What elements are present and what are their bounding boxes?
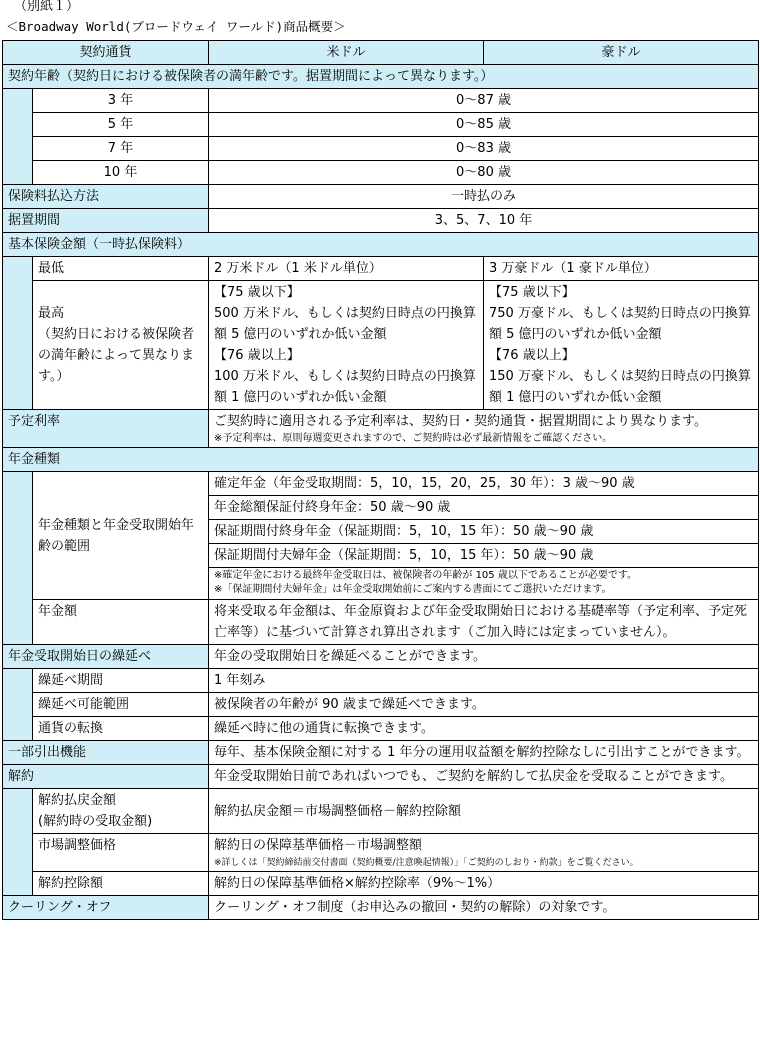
pension-types-row xyxy=(3,472,759,600)
pension-header-row xyxy=(3,448,759,472)
age-row xyxy=(3,113,759,137)
aud-under75: 750 万豪ドル、もしくは契約日時点の円換算額 5 億円のいずれか低い金額 xyxy=(489,306,751,342)
cooling-off-row xyxy=(3,896,759,920)
surrender-header-row xyxy=(3,765,759,789)
aud-over76-head: 【76 歳以上】 xyxy=(489,348,575,363)
aud-over76: 150 万豪ドル、もしくは契約日時点の円換算額 1 億円のいずれか低い金額 xyxy=(489,369,751,405)
deduction-label: 解約控除額 xyxy=(33,872,209,896)
min-label: 最低 xyxy=(33,257,209,281)
pension-types-cell xyxy=(209,472,759,600)
age-period: 3 年 xyxy=(33,89,209,113)
max-label: 最高 xyxy=(38,306,65,321)
age-label: 契約年齢（契約日における被保険者の満年齢です。据置期間によって異なります。） xyxy=(3,65,759,89)
mva-cell xyxy=(209,834,759,872)
refund-label: 解約払戻金額 xyxy=(38,793,117,808)
age-range: 0～87 歳 xyxy=(209,89,759,113)
cooling-off-value: クーリング・オフ制度（お申込みの撤回・契約の解除）の対象です。 xyxy=(209,896,759,920)
pension-types-note1: ※確定年金における最終年金受取日は、被保険者の年齢が 105 歳以下であることが必要です。 xyxy=(214,570,638,581)
deferral-label: 年金受取開始日の繰延べ xyxy=(3,645,209,669)
premium-payment-label: 保険料払込方法 xyxy=(3,185,209,209)
currency-aud: 豪ドル xyxy=(484,41,759,65)
deferral-indent xyxy=(3,669,33,741)
product-summary-table xyxy=(2,40,759,920)
age-row xyxy=(3,89,759,113)
deferral-row xyxy=(3,717,759,741)
max-aud xyxy=(484,281,759,410)
max-usd xyxy=(209,281,484,410)
currency-label: 契約通貨 xyxy=(3,41,209,65)
age-period: 10 年 xyxy=(33,161,209,185)
age-row xyxy=(3,137,759,161)
pension-types-note2: ※「保証期間付夫婦年金」は年金受取開始前にご案内する書面にてご選択いただけます。 xyxy=(214,584,612,595)
deferment-label: 据置期間 xyxy=(3,209,209,233)
surrender-value: 年金受取開始日前であればいつでも、ご契約を解約して払戻金を受取ることができます。 xyxy=(209,765,759,789)
usd-over76: 100 万米ドル、もしくは契約日時点の円換算額 1 億円のいずれか低い金額 xyxy=(214,369,476,405)
surrender-mva-row xyxy=(3,834,759,872)
usd-over76-head: 【76 歳以上】 xyxy=(214,348,300,363)
aud-under75-head: 【75 歳以下】 xyxy=(489,285,575,300)
basic-amount-header-row xyxy=(3,233,759,257)
withdrawal-value: 毎年、基本保険金額に対する 1 年分の運用収益額を解約控除なしに引出すことができます。 xyxy=(209,741,759,765)
usd-under75: 500 万米ドル、もしくは契約日時点の円換算額 5 億円のいずれか低い金額 xyxy=(214,306,476,342)
min-aud: 3 万豪ドル（1 豪ドル単位） xyxy=(484,257,759,281)
pension-amount-text: 将来受取る年金額は、年金原資および年金受取開始日における基礎率等（予定利率、予定死亡率等）に基づいて計算され算出されます（ご加入時には定まっていません）。 xyxy=(209,600,759,645)
pension-types-label: 年金種類と年金受取開始年齢の範囲 xyxy=(33,472,209,600)
age-range: 0～80 歳 xyxy=(209,161,759,185)
max-note: （契約日における被保険者の満年齢によって異なります。） xyxy=(38,327,195,384)
mva-value: 解約日の保障基準価格－市場調整額 xyxy=(214,838,423,853)
withdrawal-label: 一部引出機能 xyxy=(3,741,209,765)
pension-amount-row xyxy=(3,600,759,645)
deferral-value: 年金の受取開始日を繰延べることができます。 xyxy=(209,645,759,669)
usd-under75-head: 【75 歳以下】 xyxy=(214,285,300,300)
deferral-header-row xyxy=(3,645,759,669)
age-indent xyxy=(3,89,33,185)
max-label-cell xyxy=(33,281,209,410)
surrender-label: 解約 xyxy=(3,765,209,789)
basic-amount-label: 基本保険金額（一時払保険料） xyxy=(3,233,759,257)
refund-label-sub: (解約時の受取金額) xyxy=(38,814,153,829)
cooling-off-label: クーリング・オフ xyxy=(3,896,209,920)
currency-row xyxy=(3,41,759,65)
age-period: 7 年 xyxy=(33,137,209,161)
basic-amount-indent xyxy=(3,257,33,410)
deferral-row-label: 繰延べ可能範囲 xyxy=(33,693,209,717)
deferment-row xyxy=(3,209,759,233)
deferral-row-value: 繰延べ時に他の通貨に転換できます。 xyxy=(209,717,759,741)
pension-amount-label: 年金額 xyxy=(33,600,209,645)
pension-type-item: 保証期間付終身年金（保証期間：5，10，15 年）：50 歳～90 歳 xyxy=(209,520,758,544)
rate-text: ご契約時に適用される予定利率は、契約日・契約通貨・据置期間により異なります。 xyxy=(214,414,707,429)
rate-cell xyxy=(209,410,759,448)
age-range: 0～85 歳 xyxy=(209,113,759,137)
pension-type-item: 保証期間付夫婦年金（保証期間：5，10，15 年）：50 歳～90 歳 xyxy=(209,544,758,568)
annex-label: （別紙１） xyxy=(14,0,80,14)
refund-label-cell xyxy=(33,789,209,834)
deferral-row xyxy=(3,669,759,693)
pension-type-item: 確定年金（年金受取期間：5，10，15，20，25，30 年）：3 歳～90 歳 xyxy=(209,472,758,496)
rate-row xyxy=(3,410,759,448)
age-header-row xyxy=(3,65,759,89)
rate-note: ※予定利率は、原則毎週変更されますので、ご契約時は必ず最新情報をご確認ください。 xyxy=(214,433,613,444)
deduction-value: 解約日の保障基準価格×解約控除率（9%～1%） xyxy=(209,872,759,896)
premium-payment-row xyxy=(3,185,759,209)
mva-label: 市場調整価格 xyxy=(33,834,209,872)
basic-amount-max-row xyxy=(3,281,759,410)
pension-indent xyxy=(3,472,33,645)
deferment-value: 3、5、7、10 年 xyxy=(209,209,759,233)
rate-label: 予定利率 xyxy=(3,410,209,448)
deferral-row-label: 繰延べ期間 xyxy=(33,669,209,693)
deferral-row-value: 被保険者の年齢が 90 歳まで繰延べできます。 xyxy=(209,693,759,717)
pension-type-item: 年金総額保証付終身年金：50 歳～90 歳 xyxy=(209,496,758,520)
surrender-indent xyxy=(3,789,33,896)
currency-usd: 米ドル xyxy=(209,41,484,65)
withdrawal-row xyxy=(3,741,759,765)
pension-label: 年金種類 xyxy=(3,448,759,472)
age-range: 0～83 歳 xyxy=(209,137,759,161)
deferral-row-label: 通貨の転換 xyxy=(33,717,209,741)
surrender-refund-row xyxy=(3,789,759,834)
basic-amount-min-row xyxy=(3,257,759,281)
deferral-row-value: 1 年刻み xyxy=(209,669,759,693)
min-usd: 2 万米ドル（1 米ドル単位） xyxy=(209,257,484,281)
age-row xyxy=(3,161,759,185)
deferral-row xyxy=(3,693,759,717)
surrender-deduction-row xyxy=(3,872,759,896)
refund-value: 解約払戻金額＝市場調整価格－解約控除額 xyxy=(209,789,759,834)
age-period: 5 年 xyxy=(33,113,209,137)
document-title: ＜Broadway World(ブロードウェイ ワールド)商品概要＞ xyxy=(6,19,346,34)
mva-note: ※詳しくは「契約締結前交付書面（契約概要/注意喚起情報）」「ご契約のしおり・約款」をご覧ください。 xyxy=(214,858,639,868)
premium-payment-value: 一時払のみ xyxy=(209,185,759,209)
